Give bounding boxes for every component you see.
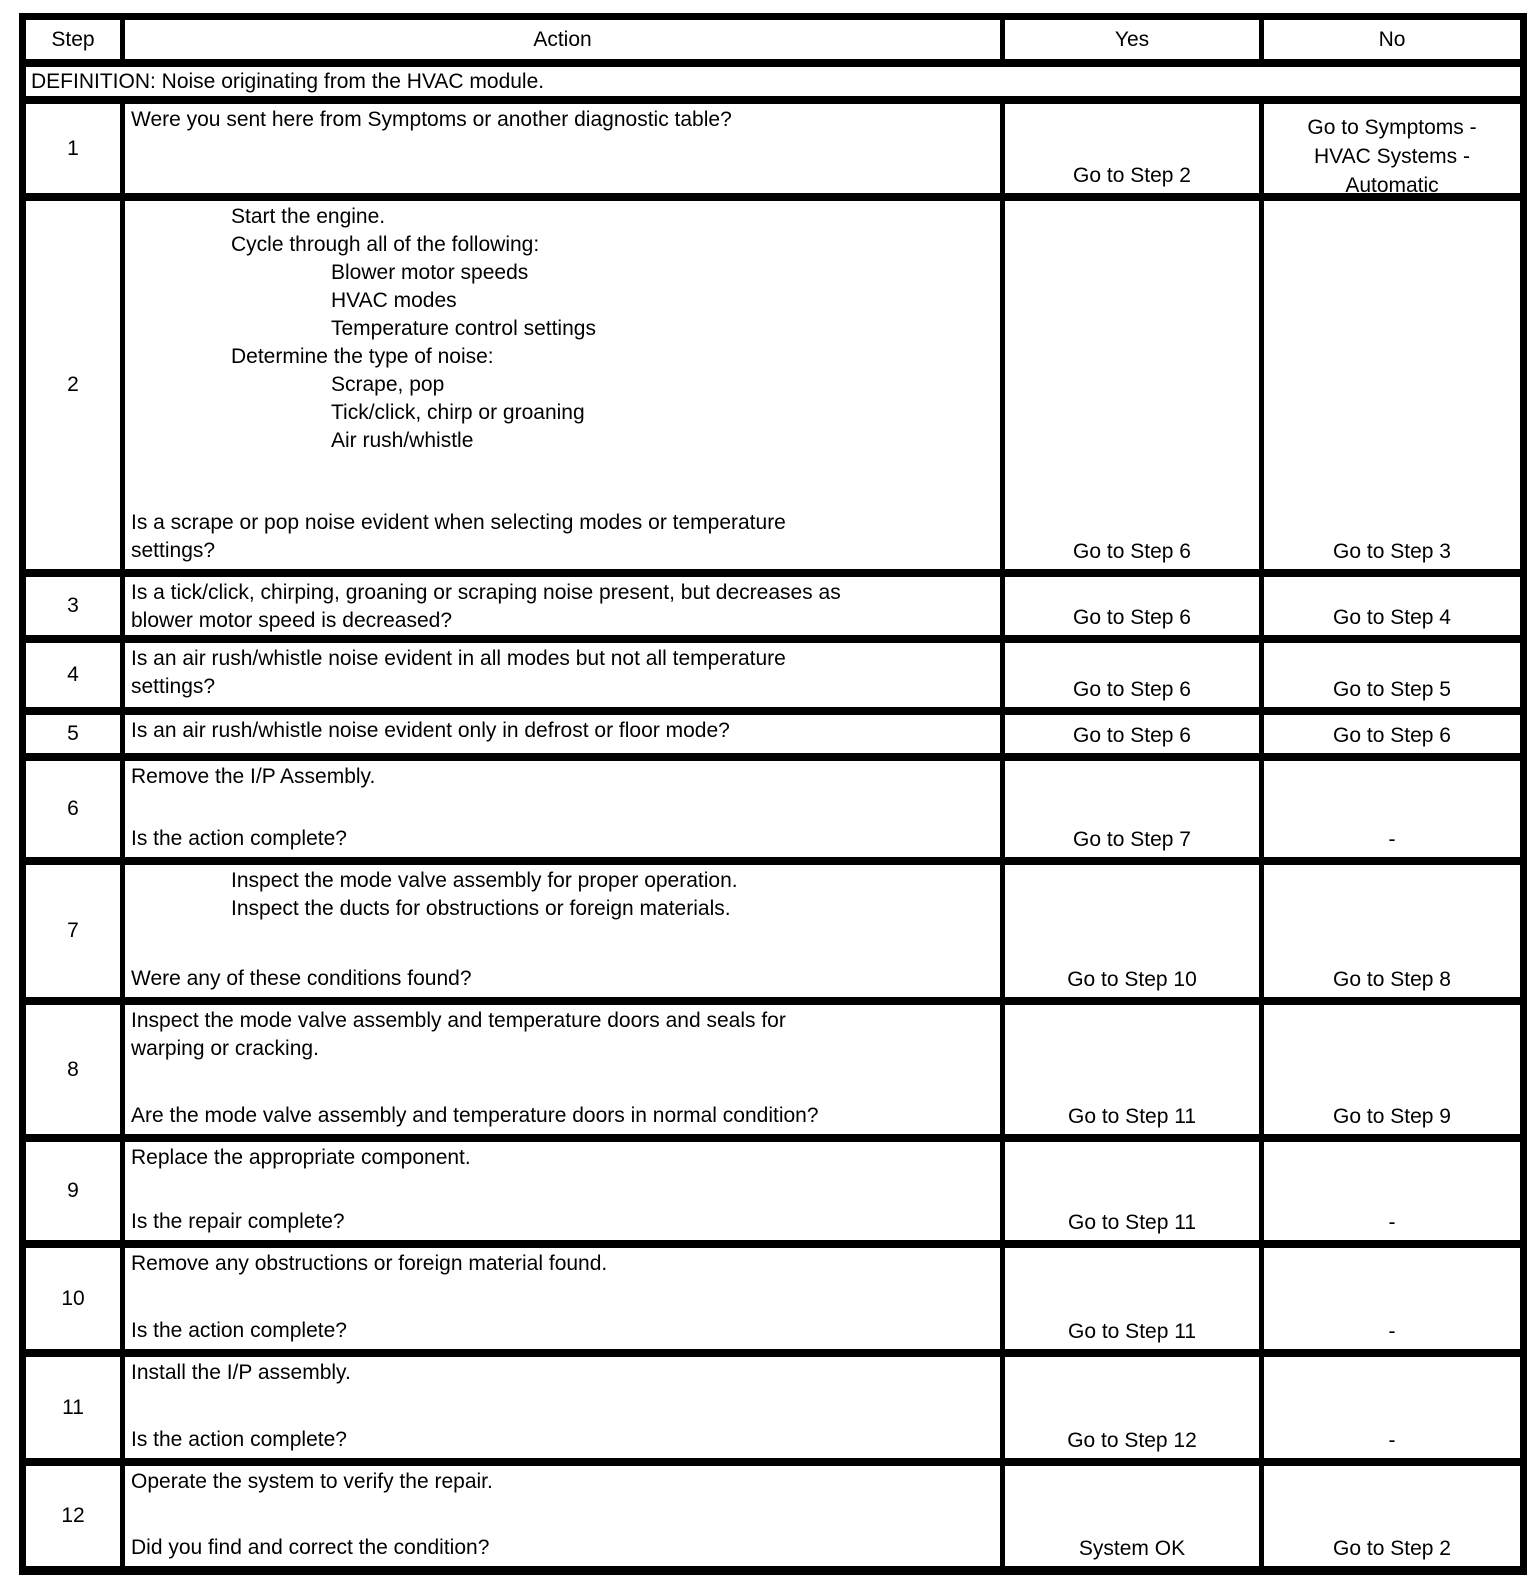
header-step: Step	[26, 20, 120, 59]
no-text-line: Go to Symptoms -	[1307, 116, 1477, 139]
yes-cell: Go to Step 6	[1005, 643, 1259, 707]
question-line: Are the mode valve assembly and temperature doors in normal condition?	[131, 1104, 819, 1127]
action-text	[131, 763, 994, 791]
no-cell: Go to Step 4	[1264, 577, 1520, 635]
yes-cell: System OK	[1005, 1466, 1259, 1566]
no-cell: -	[1264, 761, 1520, 857]
no-cell: -	[1264, 1142, 1520, 1240]
action-text	[131, 1007, 994, 1063]
yes-cell: Go to Step 11	[1005, 1248, 1259, 1349]
action-question	[131, 1426, 994, 1454]
action-line: Determine the type of noise:	[231, 345, 494, 368]
action-line: Is an air rush/whistle noise evident only in defrost or floor mode?	[131, 719, 730, 742]
action-line: Start the engine.	[231, 205, 386, 228]
step-cell: 9	[26, 1142, 120, 1240]
yes-cell: Go to Step 11	[1005, 1005, 1259, 1134]
step-cell: 2	[26, 201, 120, 569]
action-line: HVAC modes	[331, 289, 457, 312]
action-line: warping or cracking.	[131, 1037, 319, 1060]
no-cell	[1264, 104, 1520, 193]
yes-cell: Go to Step 10	[1005, 865, 1259, 997]
question-line: Were any of these conditions found?	[131, 967, 472, 990]
question-line: Is a scrape or pop noise evident when selecting modes or temperature	[131, 511, 786, 534]
action-cell	[125, 1357, 1000, 1458]
action-line: blower motor speed is decreased?	[131, 609, 453, 632]
action-cell	[125, 201, 1000, 569]
action-cell	[125, 715, 1000, 753]
action-text	[131, 1359, 994, 1387]
action-cell	[125, 1005, 1000, 1134]
action-question	[131, 1317, 994, 1345]
action-text	[131, 1250, 994, 1278]
question-line: Is the repair complete?	[131, 1210, 345, 1233]
diagnostic-table	[19, 13, 1527, 1575]
action-line: Replace the appropriate component.	[131, 1146, 471, 1169]
step-cell: 4	[26, 643, 120, 707]
action-question	[131, 825, 994, 853]
header-action: Action	[125, 20, 1000, 59]
yes-cell: Go to Step 2	[1005, 104, 1259, 193]
action-line: Install the I/P assembly.	[131, 1361, 351, 1384]
action-line: Is a tick/click, chirping, groaning or scraping noise present, but decreases as	[131, 581, 841, 604]
no-cell: Go to Step 2	[1264, 1466, 1520, 1566]
action-text	[131, 645, 994, 701]
action-line: Blower motor speeds	[331, 261, 529, 284]
question-line: settings?	[131, 539, 216, 562]
no-text	[1307, 113, 1476, 193]
step-cell: 1	[26, 104, 120, 193]
action-text	[131, 579, 994, 635]
step-cell: 6	[26, 761, 120, 857]
step-cell: 12	[26, 1466, 120, 1566]
action-cell	[125, 761, 1000, 857]
no-cell: Go to Step 3	[1264, 201, 1520, 569]
no-text-line: HVAC Systems -	[1314, 145, 1470, 168]
definition-row: DEFINITION: Noise originating from the HVAC module.	[26, 67, 1520, 96]
step-cell: 8	[26, 1005, 120, 1134]
yes-cell: Go to Step 11	[1005, 1142, 1259, 1240]
action-text	[131, 1468, 994, 1496]
action-line: Were you sent here from Symptoms or another diagnostic table?	[131, 108, 732, 131]
action-question	[131, 1102, 994, 1130]
question-line: Is the action complete?	[131, 1428, 347, 1451]
step-cell: 7	[26, 865, 120, 997]
step-cell: 11	[26, 1357, 120, 1458]
action-question	[131, 965, 994, 993]
step-cell: 3	[26, 577, 120, 635]
action-cell	[125, 643, 1000, 707]
step-cell: 5	[26, 715, 120, 753]
action-line: Inspect the mode valve assembly for proper operation.	[231, 869, 738, 892]
action-question	[131, 509, 994, 565]
no-text-line: Automatic	[1345, 174, 1439, 193]
action-cell	[125, 104, 1000, 193]
no-cell: Go to Step 6	[1264, 715, 1520, 753]
action-line: Inspect the ducts for obstructions or foreign materials.	[231, 897, 731, 920]
action-line: Scrape, pop	[331, 373, 445, 396]
action-line: Temperature control settings	[331, 317, 596, 340]
action-line: Cycle through all of the following:	[231, 233, 540, 256]
action-cell	[125, 577, 1000, 635]
no-cell: Go to Step 9	[1264, 1005, 1520, 1134]
yes-cell: Go to Step 6	[1005, 577, 1259, 635]
action-line: Remove any obstructions or foreign material found.	[131, 1252, 608, 1275]
step-cell: 10	[26, 1248, 120, 1349]
action-line: Inspect the mode valve assembly and temperature doors and seals for	[131, 1009, 786, 1032]
action-text	[131, 106, 994, 134]
action-text	[131, 1144, 994, 1172]
action-cell	[125, 865, 1000, 997]
no-cell: -	[1264, 1248, 1520, 1349]
action-cell	[125, 1466, 1000, 1566]
action-cell	[125, 1248, 1000, 1349]
header-no: No	[1264, 20, 1520, 59]
no-cell: -	[1264, 1357, 1520, 1458]
action-question	[131, 1534, 994, 1562]
header-yes: Yes	[1005, 20, 1259, 59]
action-line: Remove the I/P Assembly.	[131, 765, 376, 788]
action-cell	[125, 1142, 1000, 1240]
action-text	[131, 867, 994, 923]
action-line: Is an air rush/whistle noise evident in all modes but not all temperature	[131, 647, 786, 670]
no-cell: Go to Step 5	[1264, 643, 1520, 707]
action-line: settings?	[131, 675, 216, 698]
action-question	[131, 1208, 994, 1236]
question-line: Is the action complete?	[131, 827, 347, 850]
question-line: Did you find and correct the condition?	[131, 1536, 490, 1559]
no-cell: Go to Step 8	[1264, 865, 1520, 997]
action-line: Tick/click, chirp or groaning	[331, 401, 585, 424]
action-text	[131, 717, 994, 745]
action-line: Air rush/whistle	[331, 429, 474, 452]
yes-cell: Go to Step 12	[1005, 1357, 1259, 1458]
action-text	[131, 203, 994, 455]
yes-cell: Go to Step 6	[1005, 201, 1259, 569]
yes-cell: Go to Step 7	[1005, 761, 1259, 857]
yes-cell: Go to Step 6	[1005, 715, 1259, 753]
action-line: Operate the system to verify the repair.	[131, 1470, 493, 1493]
question-line: Is the action complete?	[131, 1319, 347, 1342]
